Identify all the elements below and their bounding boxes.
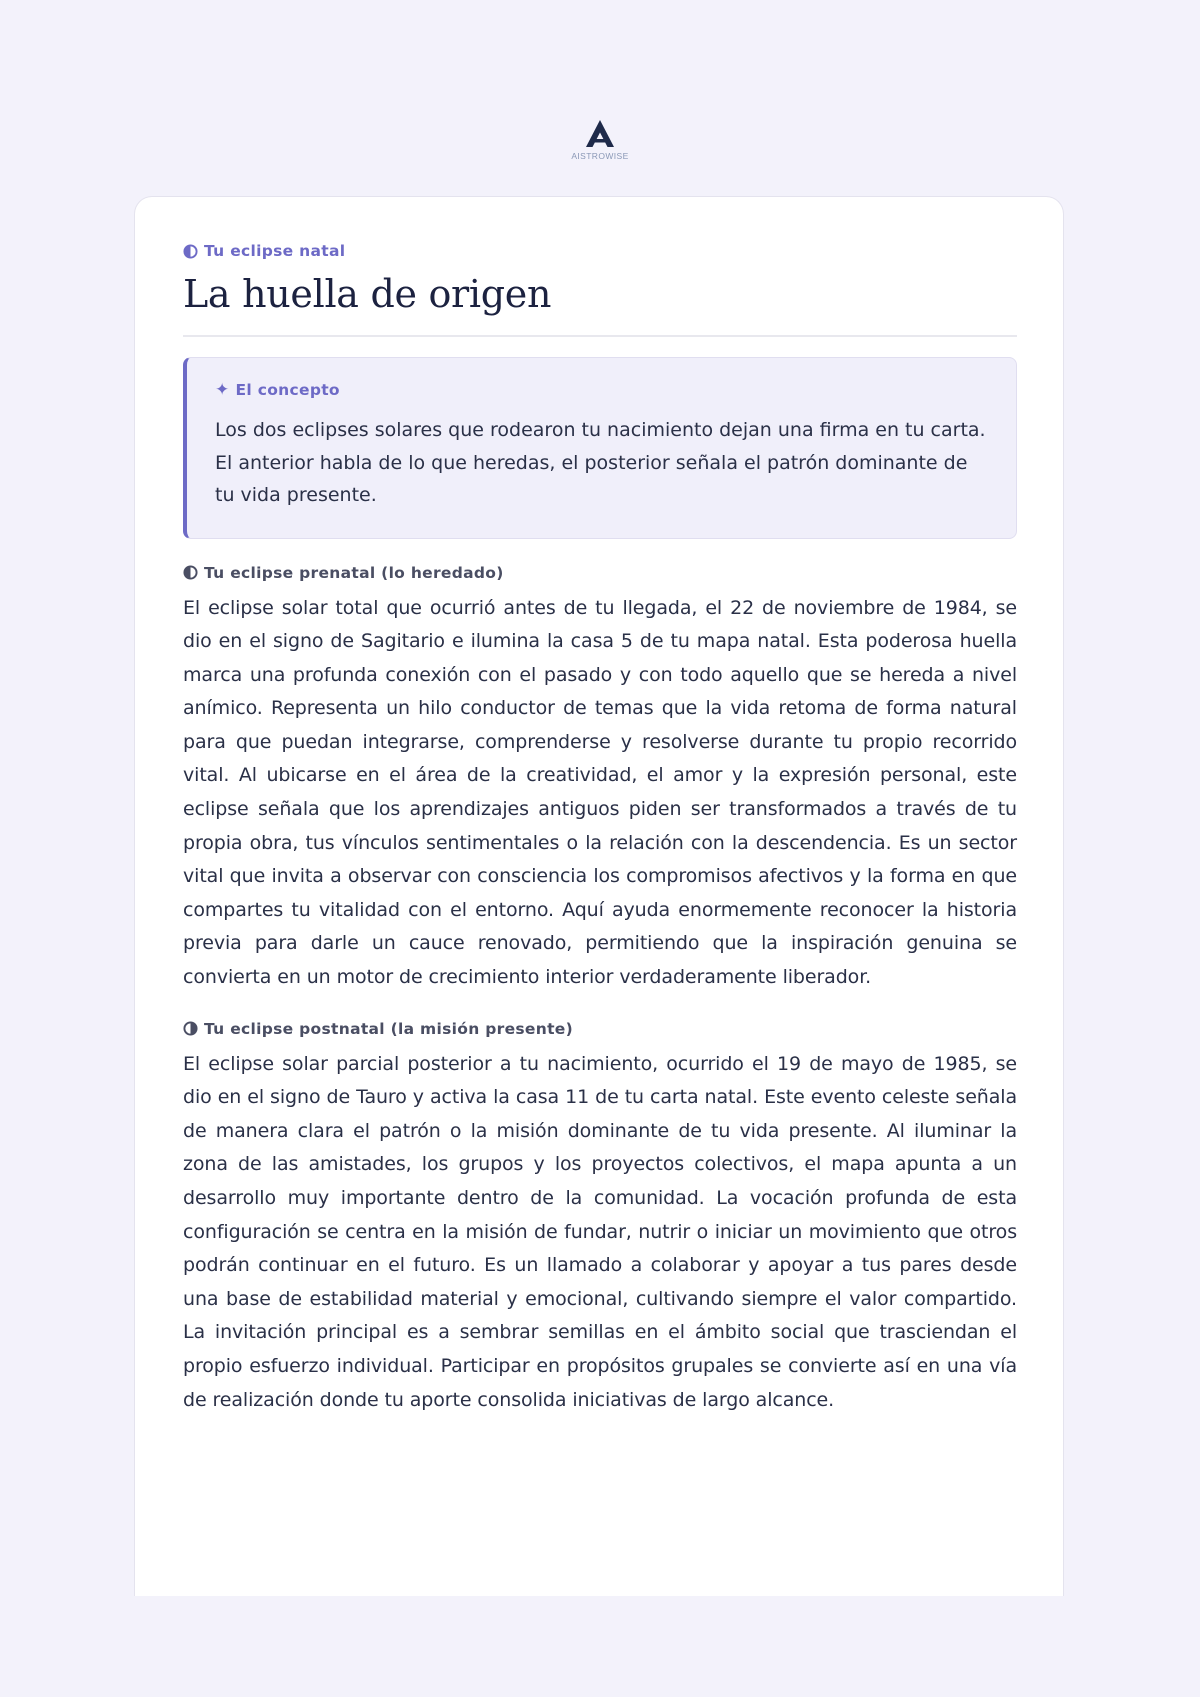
postnatal-label: Tu eclipse postnatal (la misión presente) [204,1019,573,1038]
title-divider [183,335,1017,337]
half-circle-right-icon [183,1021,198,1036]
half-circle-left-icon [183,565,198,580]
eyebrow-label: Tu eclipse natal [204,242,346,260]
prenatal-text: El eclipse solar total que ocurrió antes de tu llegada, el 22 de noviembre de 1984, se dio en el signo de Sagitario e ilumina la casa 5 de tu mapa natal. Esta poderosa huella marca una profunda conexión con el pasado y con todo aquello que se hereda a nivel anímico. Representa un hilo conductor de temas que la vida retoma de forma natural para que puedan integrarse, comprenderse y resolverse durante tu propio recorrido vital. Al ubicarse en el área de la creatividad, el amor y la expresión personal, este eclipse señala que los aprendizajes antiguos piden ser transformados a través de tu propia obra, tus vínculos sentimentales o la relación con la descendencia. Es un sector vital que invita a observar con consciencia los compromisos afectivos y la forma en que compartes tu vitalidad con el entorno. Aquí ayuda enormemente reconocer la historia previa para darle un cauce renovado, permitiendo que la inspiración genuina se convierta en un motor de crecimiento interior verdaderamente liberador. [183,596,1017,989]
postnatal-heading [183,1019,1017,1039]
brand-logo [0,118,1200,161]
logo-a-icon [583,118,617,148]
prenatal-label: Tu eclipse prenatal (lo heredado) [204,563,504,582]
page-title: La huella de origen [183,272,552,316]
concept-text: Los dos eclipses solares que rodearon tu nacimiento dejan una firma en tu carta. El anterior habla de lo que heredas, el posterior señala el patrón dominante de tu vida presente. [215,419,986,506]
card-content [183,241,1017,1417]
postnatal-text: El eclipse solar parcial posterior a tu nacimiento, ocurrido el 19 de mayo de 1985, se dio en el signo de Tauro y activa la casa 11 de tu carta natal. Este evento celeste señala de manera clara el patrón o la misión dominante de tu vida presente. Al iluminar la zona de las amistades, los grupos y los proyectos colectivos, el mapa apunta a un desarrollo muy importante dentro de la comunidad. La vocación profunda de esta configuración se centra en la misión de fundar, nutrir o iniciar un movimiento que otros podrán continuar en el futuro. Es un llamado a colaborar y apoyar a tus pares desde una base de estabilidad material y emocional, cultivando siempre el valor compartido. La invitación principal es a sembrar semillas en el ámbito social que trasciendan el propio esfuerzo individual. Participar en propósitos grupales se convierte así en una vía de realización donde tu aporte consolida iniciativas de largo alcance. [183,1052,1017,1411]
section-eyebrow [183,241,1017,261]
concept-label-row [215,380,990,400]
concept-callout [183,357,1017,539]
prenatal-heading [183,563,1017,583]
sparkle-icon: ✦ [215,380,230,400]
concept-label: El concepto [235,381,340,399]
half-moon-icon [183,244,198,259]
brand-name: AISTROWISE [571,151,629,161]
report-card [134,196,1064,1596]
